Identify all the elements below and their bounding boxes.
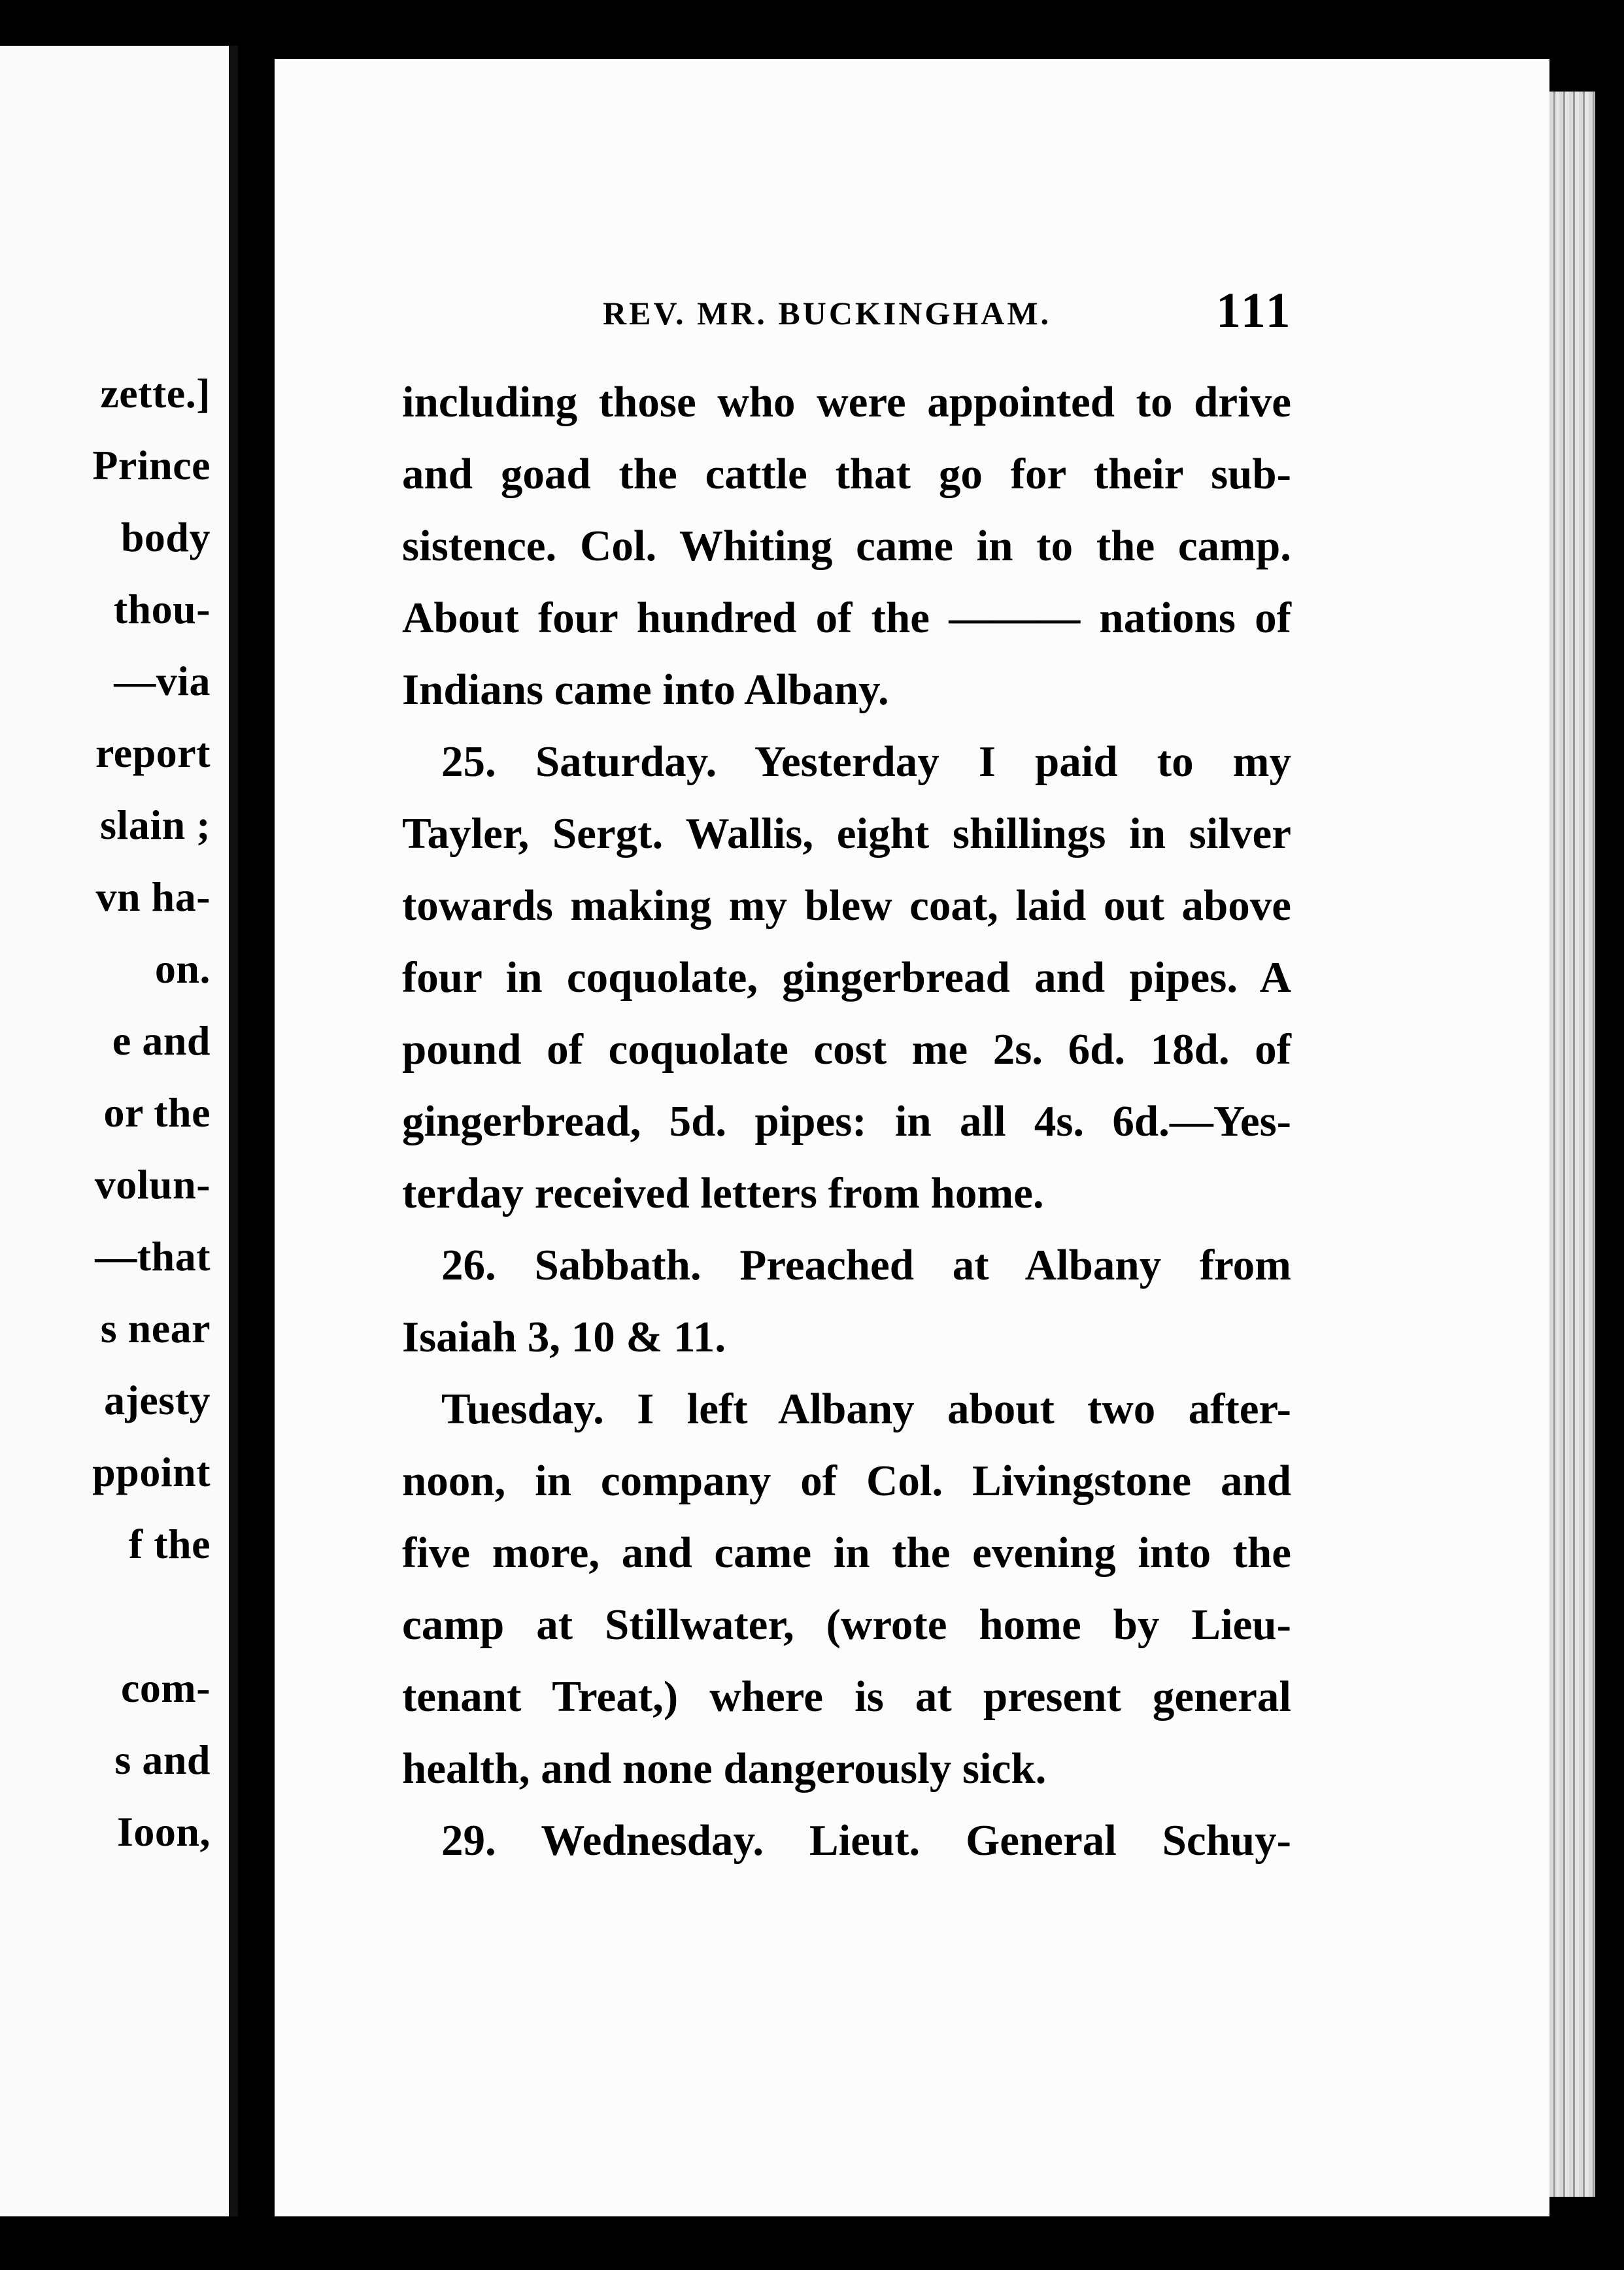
text-line: Tuesday. I left Albany about two after- (441, 1385, 1291, 1433)
text-line: tenant Treat,) where is at present general (402, 1672, 1291, 1721)
left-page-line: com- (120, 1665, 211, 1711)
text-line: gingerbread, 5d. pipes: in all 4s. 6d.—Yes- (402, 1097, 1291, 1145)
left-facing-page (0, 46, 238, 2216)
left-page-line: Prince (92, 442, 211, 488)
text-line: four in coquolate, gingerbread and pipes. A (402, 953, 1291, 1002)
left-page-line: —via (114, 658, 211, 704)
left-page-line: thou- (113, 586, 211, 632)
running-head: REV. MR. BUCKINGHAM. (602, 295, 1052, 331)
text-line: five more, and came in the evening into the (402, 1529, 1291, 1577)
text-line: About four hundred of the ——— nations of (402, 594, 1291, 642)
left-page-line: —that (95, 1233, 211, 1279)
text-line: camp at Stillwater, (wrote home by Lieu- (402, 1601, 1291, 1649)
body-text (402, 366, 1291, 1876)
text-line: Isaiah 3, 10 & 11. (402, 1313, 726, 1361)
text-line: health, and none dangerously sick. (402, 1744, 1047, 1793)
left-page-line: slain ; (100, 802, 211, 848)
left-page-line: body (120, 514, 211, 560)
left-page-line: volun- (94, 1161, 211, 1208)
left-page-line: e and (112, 1017, 211, 1064)
left-page-line: f the (128, 1521, 211, 1567)
text-line: 29. Wednesday. Lieut. General Schuy- (441, 1816, 1291, 1865)
text-line: Indians came into Albany. (402, 666, 889, 714)
text-line: 26. Sabbath. Preached at Albany from (441, 1241, 1291, 1289)
text-line: terday received letters from home. (402, 1169, 1044, 1217)
left-page-line: ajesty (104, 1377, 211, 1423)
book-gutter (238, 26, 275, 2249)
left-page-line: s and (114, 1736, 211, 1783)
left-page-line: vn ha- (95, 873, 211, 920)
text-line: and goad the cattle that go for their sub- (402, 450, 1291, 498)
text-line: Tayler, Sergt. Wallis, eight shillings in silver (402, 809, 1291, 858)
left-page-line: zette.] (100, 370, 211, 416)
text-line: including those who were appointed to drive (402, 378, 1291, 426)
left-page-line: Ioon, (117, 1808, 211, 1855)
left-page-line: on. (154, 945, 211, 992)
page-number: 111 (1216, 283, 1293, 338)
left-page-line: s near (100, 1305, 211, 1351)
page-edge (1549, 92, 1595, 2197)
text-line: towards making my blew coat, laid out above (402, 881, 1291, 930)
text-line: sistence. Col. Whiting came in to the camp. (402, 522, 1291, 570)
left-page-line: or the (103, 1089, 211, 1136)
left-page-line: ppoint (92, 1449, 211, 1495)
left-page-line: report (95, 730, 211, 776)
text-line: pound of coquolate cost me 2s. 6d. 18d. of (402, 1025, 1291, 1074)
text-line: 25. Saturday. Yesterday I paid to my (441, 737, 1291, 786)
text-line: noon, in company of Col. Livingstone and (402, 1457, 1291, 1505)
